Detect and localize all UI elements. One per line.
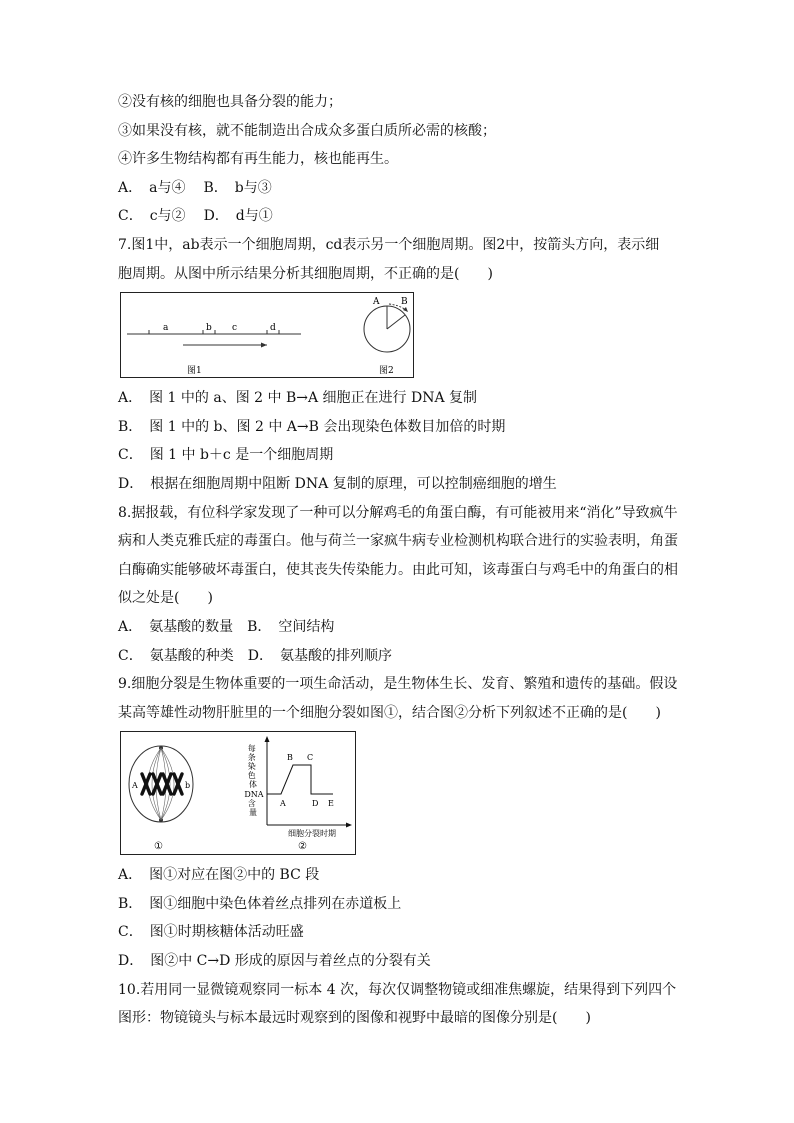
q8-stem-line4: 似之处是( ) xyxy=(118,590,213,607)
x-axis-label: 细胞分裂时期 xyxy=(288,829,336,839)
q10-stem-line1: 10.若用同一显微镜观察同一标本 4 次，每次仅调整物镜或细准焦螺旋，结果得到下列四个 xyxy=(118,981,677,998)
q7-option-a: A． 图 1 中的 a、图 2 中 B→A 细胞正在进行 DNA 复制 xyxy=(118,390,478,407)
arrow-head xyxy=(261,343,267,348)
q9-option-a: A． 图①对应在图②中的 BC 段 xyxy=(118,867,320,884)
q9-option-c: C． 图①时期核糖体活动旺盛 xyxy=(118,924,304,941)
q8-stem-line3: 白酶确实能够破坏毒蛋白，使其丧失传染能力。由此可知，该毒蛋白与鸡毛中的角蛋白的相 xyxy=(118,561,678,578)
y-label-part2: 含 量 xyxy=(247,799,257,818)
statement-3: ③如果没有核，就不能制造出合成众多蛋白质所必需的核酸； xyxy=(118,122,496,139)
q7-figure-svg xyxy=(121,293,413,377)
q8-options-row1 xyxy=(118,617,678,637)
circle-label-B: B xyxy=(401,297,408,308)
timeline-label-c: c xyxy=(232,323,238,334)
q7-figure xyxy=(120,292,414,378)
q7-option-c: C． 图 1 中 b＋c 是一个细胞周期 xyxy=(118,447,334,464)
q8-stem-line2: 病和人类克雅氏症的毒蛋白。他与荷兰一家疯牛病专业检测机构联合进行的实验表明，角蛋 xyxy=(118,533,678,550)
q6-option-c: C． c与② xyxy=(118,208,186,225)
cell-label-A: A xyxy=(132,781,138,791)
q6-option-a: A． a与④ xyxy=(118,179,186,196)
q8-option-b: B． 空间结构 xyxy=(247,618,335,635)
figure2-caption: 图2 xyxy=(379,366,394,377)
statement-2: ②没有核的细胞也具备分裂的能力； xyxy=(118,94,342,110)
q9-stem-line2: 某高等雄性动物肝脏里的一个细胞分裂如图①，结合图②分析下列叙述不正确的是( ) xyxy=(118,704,661,721)
x-axis-arrow xyxy=(346,823,352,828)
q7-stem-line1: 7.图1中，ab表示一个细胞周期，cd表示另一个细胞周期。图2中，按箭头方向，表示细 xyxy=(118,236,660,253)
y-label-part1: 每 条 染 色 体 xyxy=(247,744,257,790)
statement-4: ④许多生物结构都有再生能力，核也能再生。 xyxy=(118,151,398,168)
arc-arrow-head xyxy=(403,307,408,312)
q8-option-c: C． 氨基酸的种类 xyxy=(118,647,234,664)
spindle-fibers xyxy=(148,748,174,820)
q9-figure xyxy=(120,731,356,855)
point-label-D: D xyxy=(312,799,319,809)
point-label-B: B xyxy=(287,753,293,763)
q6-options-row1 xyxy=(118,178,678,198)
q6-option-d: D． d与① xyxy=(203,208,273,225)
q8-option-d: D． 氨基酸的排列顺序 xyxy=(247,647,392,664)
timeline-label-d: d xyxy=(270,323,276,334)
point-label-E: E xyxy=(328,799,334,809)
q10-stem-line2: 图形：物镜镜头与标本最远时观察到的图像和视野中最暗的图像分别是( ) xyxy=(118,1010,591,1027)
radius-B xyxy=(387,315,405,329)
y-axis-arrow xyxy=(265,736,270,742)
figure-caption-1: ① xyxy=(154,841,163,853)
figure-caption-2: ② xyxy=(298,841,307,853)
q9-option-d: D． 图②中 C→D 形成的原因与着丝点的分裂有关 xyxy=(118,953,431,970)
centrosome-top xyxy=(159,746,163,750)
q6-options-row2 xyxy=(118,206,678,226)
q9-stem-line1: 9.细胞分裂是生物体重要的一项生命活动，是生物体生长、发育、繁殖和遗传的基础。假设 xyxy=(118,676,678,693)
y-label-dna: DNA xyxy=(244,790,264,800)
point-label-A: A xyxy=(280,799,286,809)
cell-outline xyxy=(129,746,193,822)
circle-label-A: A xyxy=(373,297,380,308)
q8-option-a: A． 氨基酸的数量 xyxy=(118,618,234,635)
document-content xyxy=(118,92,678,1037)
q9-option-b: B． 图①细胞中染色体着丝点排列在赤道板上 xyxy=(118,895,402,912)
q9-figure-svg xyxy=(121,732,355,854)
q8-options-row2 xyxy=(118,646,678,666)
timeline-label-a: a xyxy=(163,323,169,334)
cell-label-b: b xyxy=(185,781,191,791)
point-label-C: C xyxy=(307,753,314,763)
q8-stem-line1: 8.据报载，有位科学家发现了一种可以分解鸡毛的角蛋白酶，有可能被用来“消化”导致疯牛 xyxy=(118,504,678,521)
dna-content-curve xyxy=(267,765,333,794)
q7-option-d: D． 根据在细胞周期中阻断 DNA 复制的原理，可以控制癌细胞的增生 xyxy=(118,475,557,492)
q6-option-b: B． b与③ xyxy=(203,179,272,196)
q7-option-b: B． 图 1 中的 b、图 2 中 A→B 会出现染色体数目加倍的时期 xyxy=(118,418,506,435)
figure1-caption: 图1 xyxy=(187,366,202,377)
q7-stem-line2: 胞周期。从图中所示结果分析其细胞周期，不正确的是( ) xyxy=(118,265,493,282)
timeline-label-b: b xyxy=(206,323,212,334)
